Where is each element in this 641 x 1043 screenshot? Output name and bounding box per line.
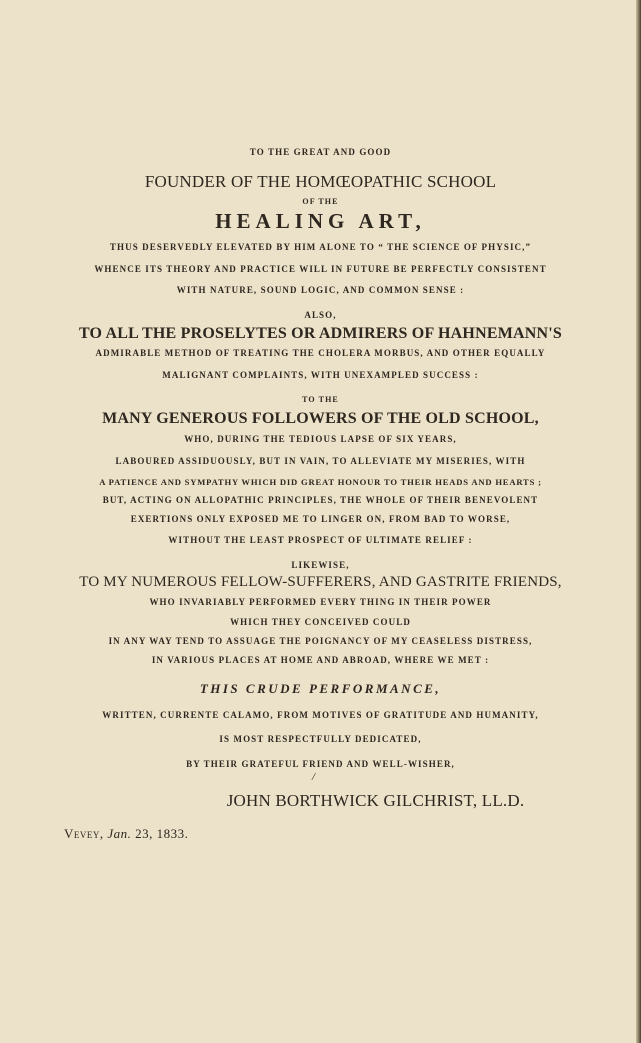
dedication-line-6: WHENCE ITS THEORY AND PRACTICE WILL IN FUTURE BE PERFECTLY CONSISTENT [94, 264, 547, 274]
dedication-line-5: THUS DESERVEDLY ELEVATED BY HIM ALONE TO “ THE SCIENCE OF PHYSIC,” [109, 242, 532, 252]
ink-mark: / [312, 771, 316, 783]
dedication-line-26: THIS CRUDE PERFORMANCE, [199, 681, 442, 696]
dedication-line-3: OF THE [302, 197, 339, 206]
dedication-line-18: EXERTIONS ONLY EXPOSED ME TO LINGER ON, FROM BAD TO WORSE, [130, 514, 511, 524]
dedication-line-1: TO THE GREAT AND GOOD [249, 147, 392, 157]
dedication-line-16: A PATIENCE AND SYMPATHY WHICH DID GREAT HONOUR TO THEIR HEADS AND HEARTS ; [99, 477, 542, 487]
dedication-line-22: WHO INVARIABLY PERFORMED EVERY THING IN THEIR POWER [149, 597, 492, 607]
place-date [64, 826, 188, 842]
dedication-line-4: HEALING ART, [215, 209, 426, 233]
dedication-line-2: FOUNDER OF THE HOMŒOPATHIC SCHOOL [144, 172, 497, 191]
date-day-year: 23, 1833. [135, 826, 189, 841]
dedication-line-7: WITH NATURE, SOUND LOGIC, AND COMMON SENSE : [176, 285, 465, 295]
signature: JOHN BORTHWICK GILCHRIST, LL.D. [226, 791, 525, 810]
dedication-line-20: LIKEWISE, [291, 560, 350, 570]
dedication-line-27: WRITTEN, CURRENTE CALAMO, FROM MOTIVES OF GRATITUDE AND HUMANITY, [102, 710, 539, 720]
dedication-line-15: LABOURED ASSIDUOUSLY, BUT IN VAIN, TO ALLEVIATE MY MISERIES, WITH [115, 456, 526, 466]
dedication-line-13: MANY GENEROUS FOLLOWERS OF THE OLD SCHOOL, [102, 410, 539, 427]
dedication-line-11: MALIGNANT COMPLAINTS, WITH UNEXAMPLED SUCCESS : [162, 370, 479, 380]
dedication-line-24: IN ANY WAY TEND TO ASSUAGE THE POIGNANCY OF MY CEASELESS DISTRESS, [108, 636, 533, 646]
dedication-line-25: IN VARIOUS PLACES AT HOME AND ABROAD, WHERE WE MET : [151, 655, 490, 665]
dedication-line-19: WITHOUT THE LEAST PROSPECT OF ULTIMATE RELIEF : [168, 535, 473, 545]
dedication-line-29: BY THEIR GRATEFUL FRIEND AND WELL-WISHER, [186, 759, 455, 769]
place-name: Vevey, [64, 826, 104, 841]
dedication-line-21: TO MY NUMEROUS FELLOW-SUFFERERS, AND GASTRITE FRIENDS, [79, 574, 562, 590]
dedication-line-8: ALSO, [304, 310, 337, 320]
dedication-line-28: IS MOST RESPECTFULLY DEDICATED, [219, 734, 422, 744]
dedication-line-23: WHICH THEY CONCEIVED COULD [230, 617, 411, 627]
dedication-line-10: ADMIRABLE METHOD OF TREATING THE CHOLERA MORBUS, AND OTHER EQUALLY [95, 348, 546, 358]
dedication-line-9: TO ALL THE PROSELYTES OR ADMIRERS OF HAHNEMANN'S [78, 325, 563, 342]
dedication-line-14: WHO, DURING THE TEDIOUS LAPSE OF SIX YEARS, [184, 434, 457, 444]
dedication-line-17: BUT, ACTING ON ALLOPATHIC PRINCIPLES, THE WHOLE OF THEIR BENEVOLENT [102, 495, 539, 505]
dedication-line-12: TO THE [302, 395, 339, 404]
date-month: Jan. [107, 826, 132, 841]
